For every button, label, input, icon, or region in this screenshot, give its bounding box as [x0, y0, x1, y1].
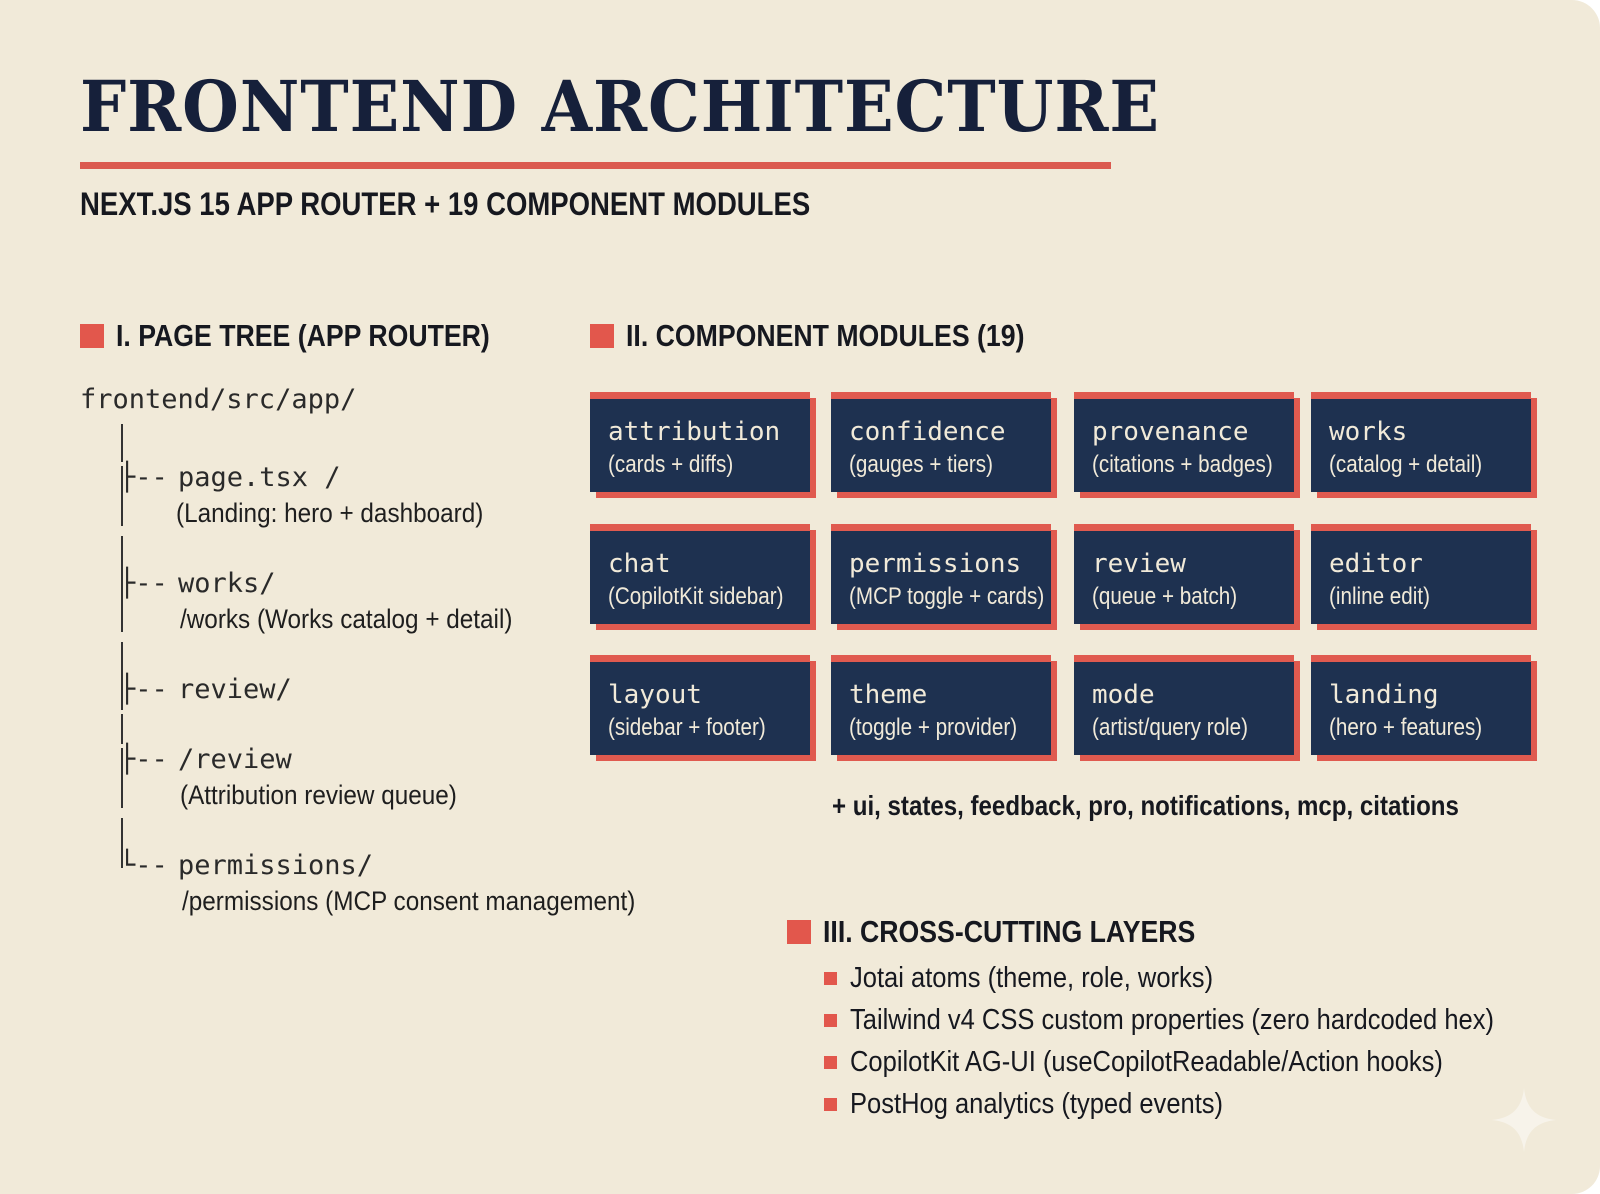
module-name: mode [1092, 680, 1155, 710]
tree-connector: ├-- [119, 744, 168, 775]
module-description: (CopilotKit sidebar) [608, 583, 784, 610]
module-card-attribution[interactable] [590, 392, 810, 492]
card-body [831, 524, 1051, 624]
section-cross-cutting-heading [787, 914, 1256, 950]
tree-branch-line [121, 818, 123, 854]
tree-root: frontend/src/app/ [80, 384, 357, 415]
module-name: theme [849, 680, 928, 710]
tree-path: review/ [178, 674, 292, 705]
card-body [1311, 524, 1531, 624]
module-card-works[interactable] [1311, 392, 1531, 492]
module-name: editor [1329, 549, 1423, 579]
page-title: FRONTEND ARCHITECTURE [80, 65, 1160, 148]
module-name: confidence [849, 417, 1006, 447]
tree-path: works/ [178, 568, 276, 599]
section-page-tree-heading [80, 318, 551, 354]
tree-path: page.tsx / [178, 462, 341, 493]
tree-branch-line [121, 714, 123, 744]
module-card-review[interactable] [1074, 524, 1294, 624]
module-description: (queue + batch) [1092, 583, 1238, 610]
tree-description: /works (Works catalog + detail) [180, 604, 513, 634]
tree-path: /review [178, 744, 292, 775]
module-name: permissions [849, 549, 1022, 579]
tree-description: /permissions (MCP consent management) [182, 886, 636, 916]
module-description: (gauges + tiers) [849, 451, 993, 478]
module-card-permissions[interactable] [831, 524, 1051, 624]
module-name: attribution [608, 417, 781, 447]
module-card-landing[interactable] [1311, 655, 1531, 755]
tree-connector: └-- [119, 850, 168, 881]
tree-connector: ├-- [119, 674, 168, 705]
list-item-text: Jotai atoms (theme, role, works) [850, 962, 1214, 994]
module-description: (artist/query role) [1092, 714, 1248, 741]
module-name: review [1092, 549, 1186, 579]
module-card-editor[interactable] [1311, 524, 1531, 624]
tree-path: permissions/ [178, 850, 374, 881]
module-description: (sidebar + footer) [608, 714, 766, 741]
list-item [824, 1004, 1582, 1037]
tree-connector: ├-- [119, 462, 168, 493]
list-item [824, 1088, 1274, 1121]
sparkle-icon [1492, 1088, 1556, 1152]
card-body [590, 392, 810, 492]
card-body [831, 655, 1051, 755]
list-item-text: PostHog analytics (typed events) [850, 1088, 1224, 1120]
card-body [590, 524, 810, 624]
section-title: I. PAGE TREE (APP ROUTER) [116, 318, 490, 353]
section-components-heading [590, 318, 1089, 354]
card-body [1074, 524, 1294, 624]
bullet-icon [824, 1098, 837, 1111]
module-card-theme[interactable] [831, 655, 1051, 755]
module-description: (catalog + detail) [1329, 451, 1483, 478]
module-description: (citations + badges) [1092, 451, 1273, 478]
list-item-text: CopilotKit AG-UI (useCopilotReadable/Action hooks) [850, 1046, 1443, 1078]
module-card-mode[interactable] [1074, 655, 1294, 755]
tree-connector: ├-- [119, 568, 168, 599]
section-title: II. COMPONENT MODULES (19) [626, 318, 1025, 353]
module-card-confidence[interactable] [831, 392, 1051, 492]
module-card-provenance[interactable] [1074, 392, 1294, 492]
card-body [1074, 392, 1294, 492]
tree-branch-line [121, 536, 123, 572]
section-marker-icon [590, 324, 614, 348]
section-marker-icon [787, 920, 811, 944]
title-underline [80, 162, 1111, 169]
card-body [590, 655, 810, 755]
bullet-icon [824, 972, 837, 985]
module-name: works [1329, 417, 1408, 447]
page-subtitle: NEXT.JS 15 APP ROUTER + 19 COMPONENT MODULES [80, 186, 811, 222]
more-modules-note: + ui, states, feedback, pro, notifications, mcp, citations [832, 790, 1459, 821]
bullet-icon [824, 1056, 837, 1069]
module-card-chat[interactable] [590, 524, 810, 624]
module-card-layout[interactable] [590, 655, 810, 755]
section-marker-icon [80, 324, 104, 348]
section-title: III. CROSS-CUTTING LAYERS [823, 914, 1196, 949]
card-body [831, 392, 1051, 492]
tree-description: (Landing: hero + dashboard) [176, 498, 484, 528]
bullet-icon [824, 1014, 837, 1027]
module-description: (MCP toggle + cards) [849, 583, 1045, 610]
module-name: landing [1329, 680, 1439, 710]
card-body [1311, 655, 1531, 755]
module-name: provenance [1092, 417, 1249, 447]
tree-description: (Attribution review queue) [180, 780, 457, 810]
list-item [824, 962, 1263, 995]
card-body [1074, 655, 1294, 755]
list-item [824, 1046, 1524, 1079]
list-item-text: Tailwind v4 CSS custom properties (zero hardcoded hex) [850, 1004, 1494, 1036]
module-description: (cards + diffs) [608, 451, 734, 478]
module-name: layout [608, 680, 702, 710]
module-description: (hero + features) [1329, 714, 1483, 741]
tree-branch-line [121, 424, 123, 462]
module-name: chat [608, 549, 671, 579]
module-description: (toggle + provider) [849, 714, 1018, 741]
card-body [1311, 392, 1531, 492]
module-description: (inline edit) [1329, 583, 1430, 610]
